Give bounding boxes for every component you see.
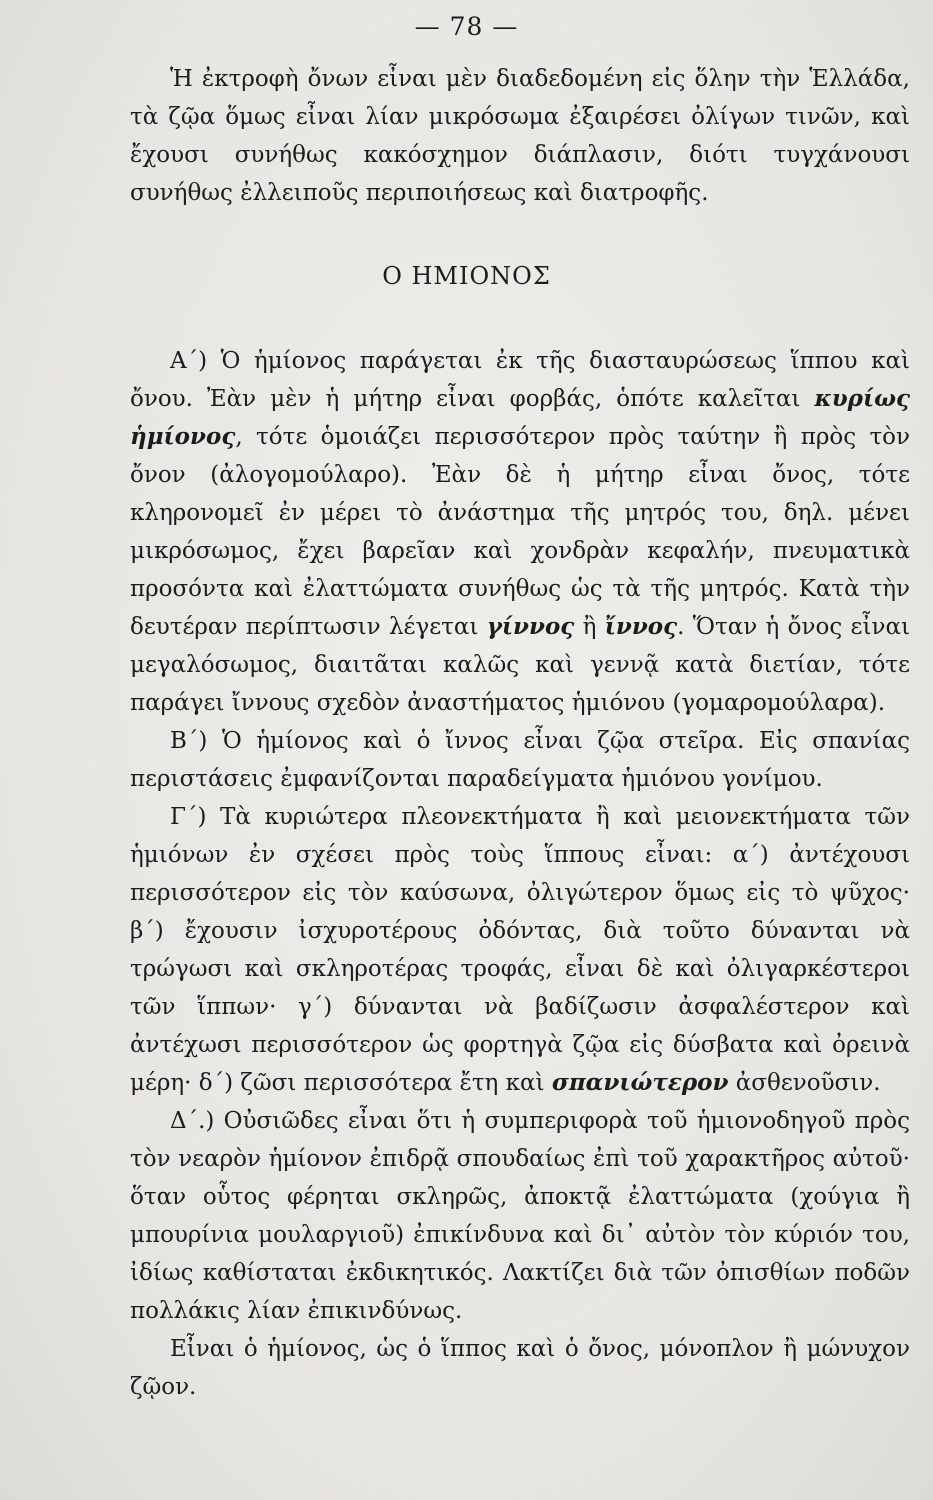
term-kyrios-hemionos: κυρίως ἡμίονος bbox=[130, 385, 910, 450]
term-spanioteron: σπανιώτερον bbox=[551, 1069, 729, 1096]
paragraph-a-text-4: . Ὅταν ἡ ὄνος εἶναι μεγαλόσωμος, διαιτᾶται καλῶς καὶ γεννᾷ κατὰ διετίαν, τότε παράγει ἴννους σχεδὸν ἀναστήματος ἡμιόνου (γομαρομούλαρα). bbox=[130, 614, 911, 716]
intro-paragraph-block bbox=[130, 60, 910, 212]
paragraph-b: Β΄) Ὁ ἡμίονος καὶ ὁ ἴννος εἶναι ζῷα στεῖρα. Εἰς σπανίας περιστάσεις ἐμφανίζονται παραδείγματα ἡμιόνου γονίμου. bbox=[130, 728, 910, 792]
section-heading: Ο ΗΜΙΟΝΟΣ bbox=[382, 262, 551, 290]
paragraph-d: Δ΄.) Οὐσιῶδες εἶναι ὅτι ἡ συμπεριφορὰ τοῦ ἡμιονοδηγοῦ πρὸς τὸν νεαρὸν ἡμίονον ἐπιδρᾷ σπουδαίως ἐπὶ τοῦ χαρακτῆρος αὐτοῦ· ὅταν οὗτος φέρηται σκληρῶς, ἀποκτᾷ ἐλαττώματα (χούγια ἢ μπουρίνια μουλαργιοῦ) ἐπικίνδυνα καὶ δι᾿ αὐτὸν τὸν κύριόν του, ἰδίως καθίσταται ἐκδικητικός. Λακτίζει διὰ τῶν ὀπισθίων ποδῶν πολλάκις λίαν ἐπικινδύνως. bbox=[130, 1108, 910, 1324]
paragraph-a-text-3: ἢ bbox=[574, 614, 605, 640]
term-innos: ἴννος bbox=[604, 613, 678, 640]
paragraph-a bbox=[130, 342, 910, 722]
paragraph-c bbox=[130, 798, 910, 1102]
intro-paragraph: Ἡ ἐκτροφὴ ὄνων εἶναι μὲν διαδεδομένη εἰς ὅλην τὴν Ἑλλάδα, τὰ ζῷα ὅμως εἶναι λίαν μικρόσωμα ἐξαιρέσει ὀλίγων τινῶν, καὶ ἔχουσι συνήθως κακόσχημον διάπλασιν, διότι τυγχάνουσι συνήθως ἐλλειποῦς περιποιήσεως καὶ διατροφῆς. bbox=[130, 66, 910, 206]
paragraph-c-text-1: Γ΄) Τὰ κυριώτερα πλεονεκτήματα ἢ καὶ μειονεκτήματα τῶν ἡμιόνων ἐν σχέσει πρὸς τοὺς ἵππους εἶναι: α΄) ἀντέχουσι περισσότερον εἰς τὸν καύσωνα, ὀλιγώτερον ὅμως εἰς τὸ ψῦχος· β΄) ἔχουσιν ἰσχυροτέρους ὀδόντας, διὰ τοῦτο δύνανται νὰ τρώγωσι καὶ σκληροτέρας τροφάς, εἶναι δὲ καὶ ὀλιγαρκέστεροι τῶν ἵππων· γ΄) δύνανται νὰ βαδίζωσιν ἀσφαλέστερον καὶ ἀντέχωσι περισσότερον ὡς φορτηγὰ ζῷα εἰς δύσβατα καὶ ὀρεινὰ μέρη· δ΄) ζῶσι περισσότερα ἔτη καὶ bbox=[130, 804, 910, 1096]
paragraph-a-text-1: Α΄) Ὁ ἡμίονος παράγεται ἐκ τῆς διασταυρώσεως ἵππου καὶ ὄνου. Ἐὰν μὲν ἡ μήτηρ εἶναι φορβάς, ὁπότε καλεῖται bbox=[130, 348, 910, 412]
paragraph-a-text-2: , τότε ὁμοιάζει περισσότερον πρὸς ταύτην ἢ πρὸς τὸν ὄνον (ἀλογομούλαρο). Ἐὰν δὲ ἡ μήτηρ εἶναι ὄνος, τότε κληρονομεῖ ἐν μέρει τὸ ἀνάστημα τῆς μητρός του, δηλ. μένει μικρόσωμος, ἔχει βαρεῖαν καὶ χονδρὰν κεφαλήν, πνευματικὰ προσόντα καὶ ἐλαττώματα συνήθως ὡς τὰ τῆς μητρός. Κατὰ τὴν δευτέραν περίπτωσιν λέγεται bbox=[130, 424, 910, 640]
paragraph-c-text-2: ἀσθενοῦσιν. bbox=[728, 1070, 881, 1096]
main-text bbox=[130, 342, 910, 1406]
closing-paragraph: Εἶναι ὁ ἡμίονος, ὡς ὁ ἵππος καὶ ὁ ὄνος, μόνοπλον ἢ μώνυχον ζῷον. bbox=[130, 1336, 910, 1400]
term-ginnos: γίννος bbox=[486, 613, 575, 640]
page-number: — 78 — bbox=[414, 12, 519, 41]
